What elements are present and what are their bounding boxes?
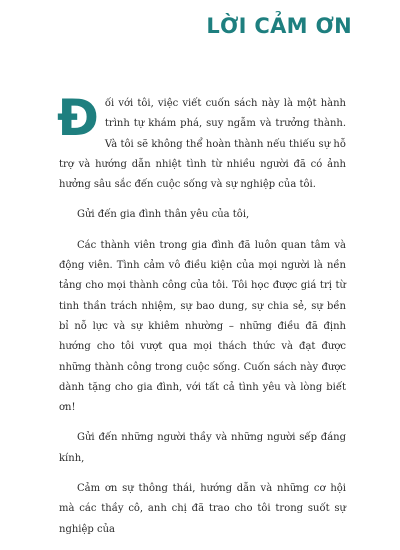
drop-cap: Đ (57, 89, 99, 147)
paragraph-family: Các thành viên trong gia đình đã luôn quan tâm và động viên. Tình cảm vô điều kiện của mọi người là nền tảng cho mọi thành công của tôi. Tôi học được giá trị từ tinh thần trách nhiệm, sự bao dung, sự chia sẻ, sự bền bỉ nỗ lực và sự khiêm nhường – những điều đã định hướng cho tôi vượt qua mọi thách thức và đạt được những thành công trong cuộc sống. Cuốn sách này được dành tặng cho gia đình, với tất cả tình yêu và lòng biết ơn! (59, 239, 346, 414)
paragraph-mentors: Cảm ơn sự thông thái, hướng dẫn và những cơ hội mà các thầy cô, anh chị đã trao cho tôi trong suốt sự nghiệp của (59, 483, 346, 535)
page-title: LỜI CẢM ƠN (206, 14, 352, 38)
paragraph-intro (57, 89, 346, 195)
paragraph-intro-text: ối với tôi, việc viết cuốn sách này là một hành trình tự khám phá, suy ngẫm và trưởng thành. Và tôi sẽ không thể hoàn thành nếu thiếu sự hỗ trợ và hướng dẫn nhiệt tình từ nhiều người đã có ảnh hưởng sâu sắc đến cuộc sống và sự nghiệp của tôi. (59, 98, 346, 191)
paragraph-mentors-greeting: Gửi đến những người thầy và những người sếp đáng kính, (59, 432, 346, 464)
paragraph-family-greeting: Gửi đến gia đình thân yêu của tôi, (77, 209, 250, 221)
page-body (57, 89, 346, 550)
